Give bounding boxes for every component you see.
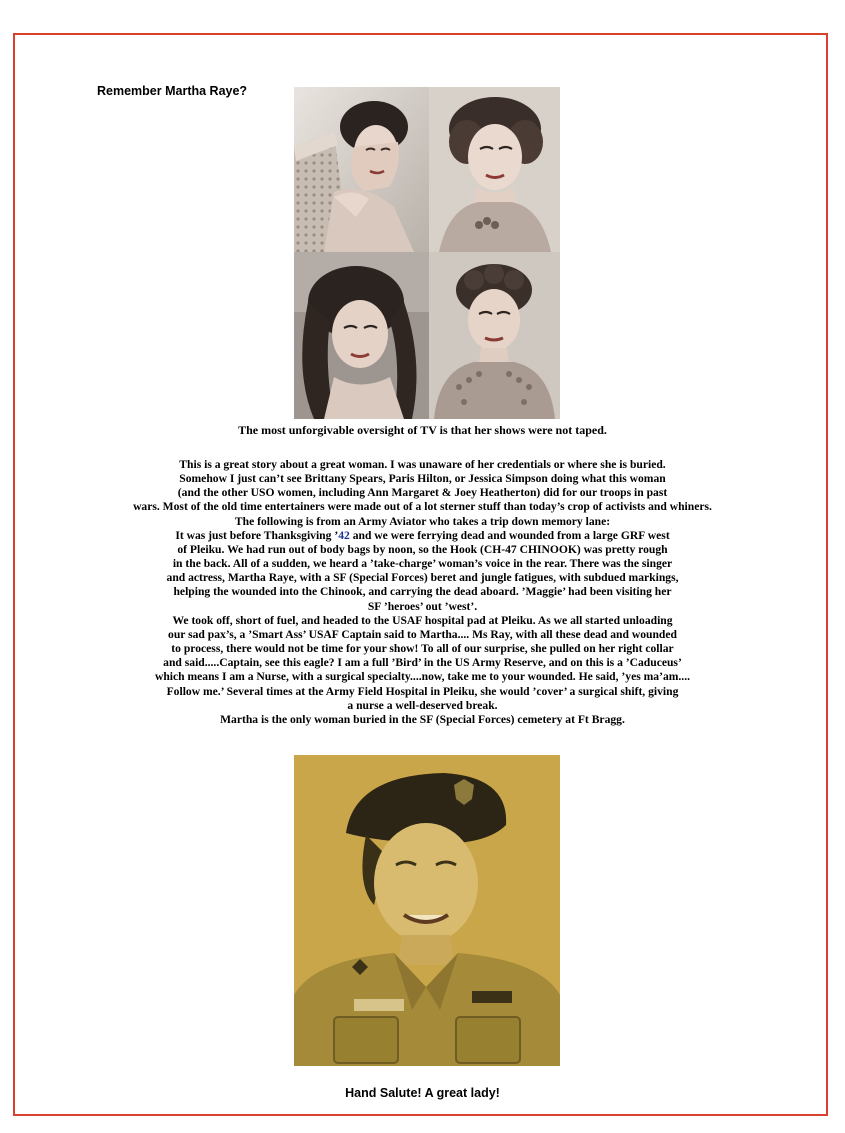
story-line: helping the wounded into the Chinook, and carrying the dead aboard. ’Maggie’ had been visiting her xyxy=(173,585,672,599)
story-line: Martha is the only woman buried in the SF (Special Forces) cemetery at Ft Bragg. xyxy=(220,712,625,726)
story-line: our sad pax’s, a ’Smart Ass’ USAF Captain said to Martha.... Ms Ray, with all these dead and wounded xyxy=(168,627,677,641)
glamour-photo-grid xyxy=(294,87,560,419)
closing-line: Hand Salute! A great lady! xyxy=(345,1086,500,1100)
story-line-thanksgiving xyxy=(0,529,845,543)
story-line-start: It was just before Thanksgiving ’ xyxy=(175,528,339,542)
thanksgiving-year: 42 xyxy=(338,528,350,542)
story-line: in the back. All of a sudden, we heard a ’take-charge’ woman’s voice in the rear. There was the singer xyxy=(172,557,673,571)
story-line: (and the other USO women, including Ann Margaret & Joey Heatherton) did for our troops in past xyxy=(177,486,668,500)
beret-portrait-photo xyxy=(294,755,560,1066)
glamour-photo-1 xyxy=(294,87,429,252)
story-line: to process, there would not be time for your show! To all of our surprise, she pulled on her right collar xyxy=(171,642,674,656)
glamour-photo-4 xyxy=(429,252,560,419)
glamour-photo-2 xyxy=(429,87,560,252)
story-line: wars. Most of the old time entertainers were made out of a lot sterner stuff than today’s crop of activists and whiners. xyxy=(133,500,712,514)
photo-caption: The most unforgivable oversight of TV is that her shows were not taped. xyxy=(238,423,607,437)
story-line: and said.....Captain, see this eagle? I am a full ’Bird’ in the US Army Reserve, and on this is a ’Caduceus’ xyxy=(163,656,682,670)
glamour-photo-3 xyxy=(294,252,429,419)
story-line: We took off, short of fuel, and headed to the USAF hospital pad at Pleiku. As we all started unloading xyxy=(172,613,673,627)
story-line: This is a great story about a great woman. I was unaware of her credentials or where she is buried. xyxy=(179,458,666,471)
story-text xyxy=(0,458,845,727)
story-line: Somehow I just can’t see Brittany Spears, Paris Hilton, or Jessica Simpson doing what this woman xyxy=(179,472,666,486)
story-line: SF ’heroes’ out ’west’. xyxy=(367,599,478,613)
story-line: The following is from an Army Aviator who takes a trip down memory lane: xyxy=(234,514,611,528)
page-heading: Remember Martha Raye? xyxy=(97,84,248,98)
story-line: which means I am a Nurse, with a surgical specialty....now, take me to your wounded. He said, ’yes ma’am.... xyxy=(154,670,691,684)
story-line: of Pleiku. We had run out of body bags by noon, so the Hook (CH-47 CHINOOK) was pretty rough xyxy=(177,542,668,556)
story-line: a nurse a well-deserved break. xyxy=(347,698,498,712)
story-line: and actress, Martha Raye, with a SF (Special Forces) beret and jungle fatigues, with subdued markings, xyxy=(166,571,679,585)
story-line-rest: and we were ferrying dead and wounded from a large GRF west xyxy=(349,528,670,542)
story-line: Follow me.’ Several times at the Army Field Hospital in Pleiku, she would ’cover’ a surgical shift, giving xyxy=(166,684,679,698)
